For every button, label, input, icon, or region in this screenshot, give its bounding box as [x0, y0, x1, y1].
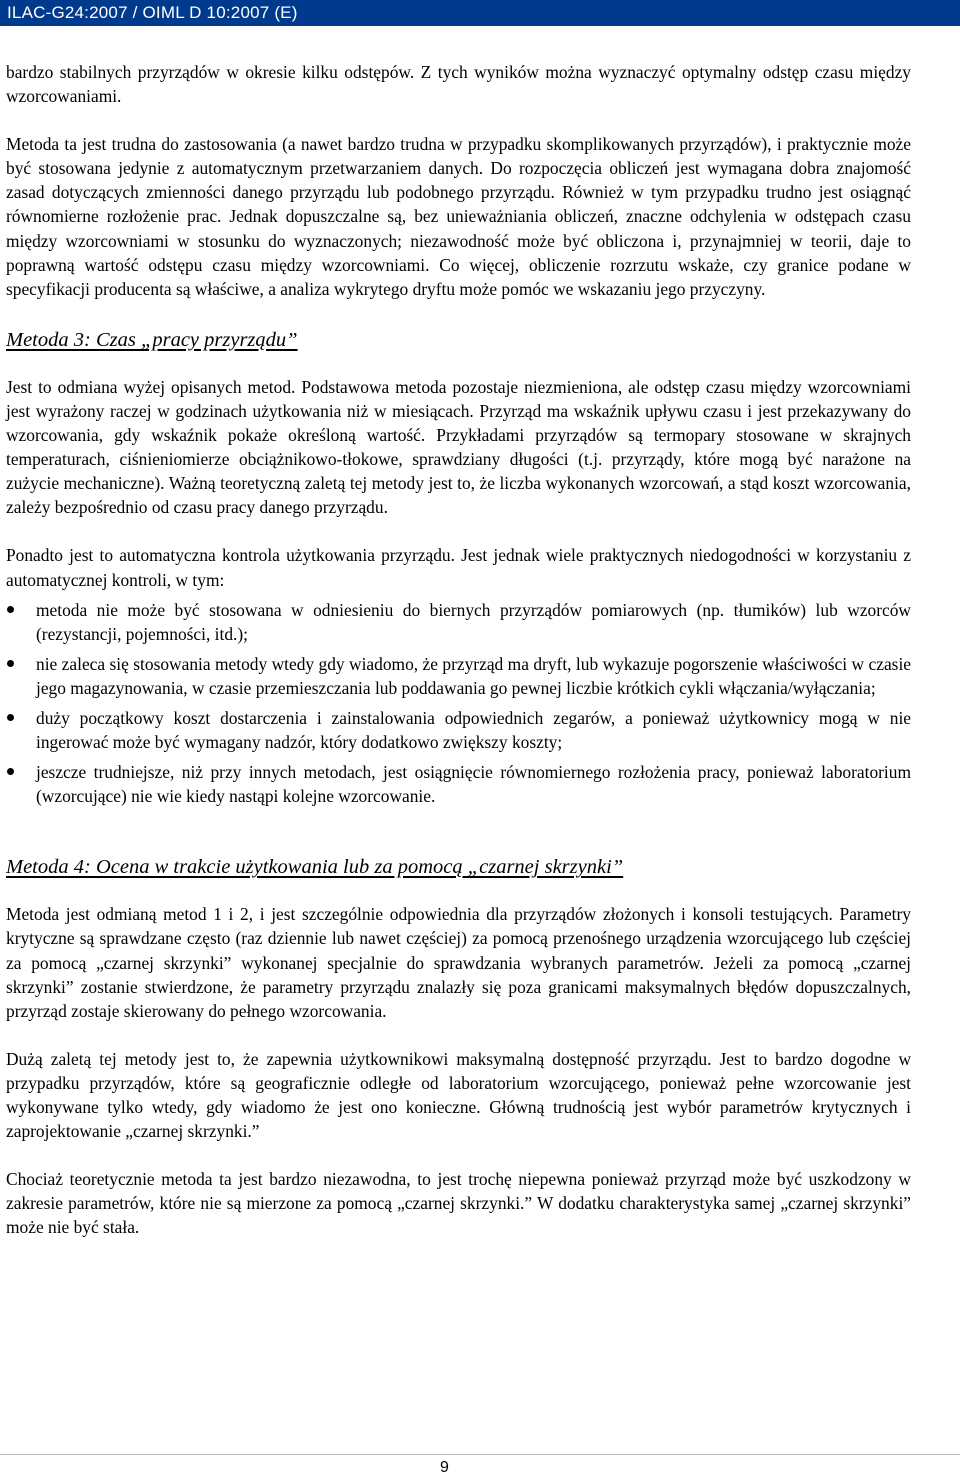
- heading-method-3: Metoda 3: Czas „pracy przyrządu”: [6, 328, 298, 351]
- list-item-text: duży początkowy koszt dostarczenia i zainstalowania odpowiednich zegarów, a ponieważ użytkownicy mogą w nie ingerować może być wymagany nadzór, który dodatkowo zwiększy koszty;: [36, 707, 911, 753]
- paragraph-method-3-drawbacks-intro: Ponadto jest to automatyczna kontrola użytkowania przyrządu. Jest jednak wiele praktycznych niedogodności w korzystaniu z automatycznej kontroli, w tym:: [6, 545, 911, 590]
- list-item-text: jeszcze trudniejsze, niż przy innych metodach, jest osiągnięcie równomiernego rozłożenia pracy, ponieważ laboratorium (wzorcujące) nie wie kiedy nastąpi kolejne wzorcowanie.: [36, 762, 911, 807]
- document-title: ILAC-G24:2007 / OIML D 10:2007 (E): [7, 3, 298, 22]
- paragraph-intro-continuation: bardzo stabilnych przyrządów w okresie kilku odstępów. Z tych wyników można wyznaczyć optymalny odstęp czasu między wzorcowaniami.: [6, 62, 911, 107]
- bullet-icon: [7, 606, 14, 613]
- header-bar: [0, 0, 960, 26]
- heading-method-4: Metoda 4: Ocena w trakcie użytkowania lub za pomocą „czarnej skrzynki”: [6, 856, 624, 879]
- page-content: [6, 60, 911, 1239]
- page-number: 9: [440, 1459, 449, 1476]
- list-item-text: nie zaleca się stosowania metody wtedy gdy wiadomo, że przyrząd ma dryft, lub wykazuje pogorszenie właściwości w czasie jego magazynowania, w czasie przemieszczania lub poddawania go pewnej liczbie krótkich cykli włączania/wyłączania;: [36, 653, 911, 698]
- bullet-icon: [7, 660, 14, 667]
- paragraph-method-4-advantage: Dużą zaletą tej metody jest to, że zapewnia użytkownikowi maksymalną dostępność przyrządu. Jest to bardzo dogodne w przypadku przyrządów, które są geograficznie odległe od laboratorium wzorcującego, ponieważ pełne wzorcowanie jest wykonywane tylko wtedy, gdy wiadomo że jest ono konieczne. Główną trudnością jest wybór parametrów krytycznych i zaprojektowanie „czarnej skrzynki.”: [6, 1048, 911, 1142]
- paragraph-method-3-description: Jest to odmiana wyżej opisanych metod. Podstawowa metoda pozostaje niezmieniona, ale odstęp czasu między wzorcowniami jest wyrażony raczej w godzinach użytkowania niż w miesiącach. Przyrząd ma wskaźnik upływu czasu i jest przekazywany do wzorcowania, gdy wskaźnik pokaże określoną wartość. Przykładami przyrządów są termopary stosowane w skrajnych temperaturach, ciśnieniomierze obciążnikowo-tłokowe, sprawdziany długości (t.j. przyrządy, które mogą być narażone na zużycie mechaniczne). Ważną teoretyczną zaletą tej metody jest to, że liczba wykonanych wzorcowań, a stąd koszt wzorcowania, zależy bezpośrednio od czasu pracy danego przyrządu.: [6, 376, 911, 518]
- list-item: [6, 706, 911, 754]
- list-item: [6, 760, 911, 808]
- paragraph-method-4-caveat: Chociaż teoretycznie metoda ta jest bardzo niezawodna, to jest trochę niepewna ponieważ przyrząd może być uszkodzony w zakresie parametrów, które nie są mierzone za pomocą „czarnej skrzynki.” W dodatku charakterystyka samej „czarnej skrzynki” może nie być stała.: [6, 1169, 911, 1238]
- paragraph-method-difficulty: Metoda ta jest trudna do zastosowania (a nawet bardzo trudna w przypadku skomplikowanych przyrządów), i praktycznie może być stosowana jedynie z automatycznym przetwarzaniem danych. Do rozpoczęcia obliczeń jest wymagana dobra znajomość zasad dotyczących zmienności danego przyrządu lub podobnego przyrządu. Również w tym przypadku trudno jest osiągnąć równomierne rozłożenie prac. Jednak dopuszczalne są, bez unieważniania obliczeń, znaczne odchylenia w odstępach czasu między wzorcowniami w stosunku do wyznaczonych; niezawodność może być obliczona i, przynajmniej w teorii, daje to poprawną wartość odstępu czasu między wzorcowniami. Co więcej, obliczenie rozrzutu wskaże, czy granice podane w specyfikacji producenta są właściwe, a analiza wykrytego dryftu może pomóc we wskazaniu jego przyczyny.: [6, 134, 911, 299]
- paragraph-method-4-description: Metoda jest odmianą metod 1 i 2, i jest szczególnie odpowiednia dla przyrządów złożonych i konsoli testujących. Parametry krytyczne są sprawdzane często (raz dziennie lub nawet częściej) za pomocą przenośnego urządzenia wzorcującego lub częściej za pomocą „czarnej skrzynki” wykonanej specjalnie do sprawdzania wybranych parametrów. Jeżeli za pomocą „czarnej skrzynki” zostanie stwierdzone, że parametry przyrządu znalazły się poza granicami maksymalnych błędów dopuszczalnych, przyrząd zostaje skierowany do pełnego wzorcowania.: [6, 904, 911, 1021]
- list-item: [6, 652, 911, 700]
- bullet-icon: [7, 768, 14, 775]
- drawbacks-list: [6, 598, 911, 809]
- footer-divider: [0, 1454, 960, 1455]
- list-item-text: metoda nie może być stosowana w odniesieniu do biernych przyrządów pomiarowych (np. tłumików) lub wzorców (rezystancji, pojemności, itd.);: [36, 599, 911, 644]
- list-item: [6, 598, 911, 646]
- bullet-icon: [7, 714, 14, 721]
